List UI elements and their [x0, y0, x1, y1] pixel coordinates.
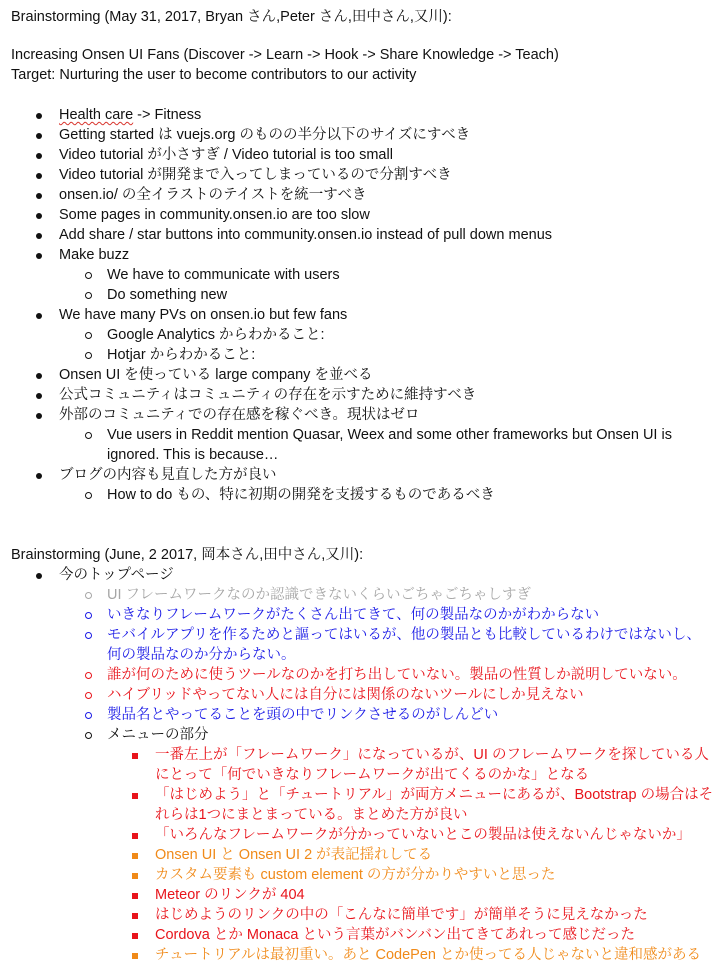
bullet-square-icon: [132, 913, 138, 919]
bullet-disc-icon: [36, 173, 42, 179]
bullet-disc-icon: [36, 393, 42, 399]
bullet-circle-icon: [85, 592, 92, 599]
bullet-disc-icon: [36, 233, 42, 239]
list-item: 「はじめよう」と「チュートリアル」が両方メニューにあるが、Bootstrap の場合はそれらは1つにまとまっている。まとめた方が良い: [0, 785, 727, 825]
bullet-circle-icon: [85, 692, 92, 699]
bullet-square-icon: [132, 853, 138, 859]
bullet-disc-icon: [36, 313, 42, 319]
bullet-disc-icon: [36, 573, 42, 579]
document-page: Brainstorming (May 31, 2017, Bryan さん,Peter さん,田中さん,又川): Increasing Onsen UI Fans (Discover -> Learn -> Hook -> Share Knowledge -> Teach) Target: Nurturing the user to become contributors to our activity Health care -> Fitness Getting started は vuejs.org のものの半分以下のサイズにすべき Video tutorial が小さすぎ / Video tutorial is too small Video tutorial が開発まで入ってしまっているので分割すべき onsen.io/ の全イラストのテイストを統一すべき Some pages in community.onsen.io are too slow Add share / star buttons into community.onsen.io instead of pull down menus Make buzz We have to communicate with users Do something new We have many PVs on onsen.io but few fans Google Analytics からわかること: Hotjar からわかること: Onsen UI を使っている large company を並べる 公式コミュニティはコミュニティの存在を示すために維持すべき 外部のコミュニティでの存在感を稼ぐべき。現状はゼロ Vue users in Reddit mention Quasar, Weex and some other frameworks but Onsen UI is ignored. This is because… ブログの内容も見直した方が良い How to do もの、特に初期の開発を支援するものであるべき Brainstorming (June, 2 2017, 岡本さん,田中さん,又川): 今のトップページ UI フレームワークなのか認識できないくらいごちゃごちゃしすぎ いきなりフレームワークがたくさん出てきて、何の製品なのかがわからない モバイルアプリを作るためと謳ってはいるが、他の製品とも比較しているわけではないし、何の製品なのか分からない。 誰が何のために使うツールなのかを打ち出していない。製品の性質しか説明していない。 ハイブリッドやってない人には自分には関係のないツールにしか見えない 製品名とやってることを頭の中でリンクさせるのがしんどい メニューの部分 一番左上が「フレームワーク」になっているが、UI のフレームワークを探している人にとって「何でいきなりフレームワークが出てくるのかな」となる 「はじめよう」と「チュートリアル」が両方メニューにあるが、Bootstrap の場合はそれらは1つにまとまっている。まとめた方が良い 「いろんなフレームワークが分かっていないとこの製品は使えないんじゃないか」 Onsen UI と Onsen UI 2 が表記揺れしてる カスタム要素も custom element の方が分かりやすいと思った Meteor のリンクが 404 はじめようのリンクの中の「こんなに簡単です」が簡単そうに見えなかった Cordova とか Monaca という言葉がバンバン出てきてあれって感じだった チュートリアルは最初重い。あと CodePen とか使ってる人じゃないと違和感がある: [0, 0, 727, 957]
bullet-square-icon: [132, 753, 138, 759]
section1-title: Brainstorming (May 31, 2017, Bryan さん,Peter さん,田中さん,又川):: [11, 9, 452, 25]
spellcheck-word: Health care: [59, 107, 134, 123]
bullet-circle-icon: [85, 352, 92, 359]
section2-title: Brainstorming (June, 2 2017, 岡本さん,田中さん,又川):: [11, 547, 364, 563]
list-item: 一番左上が「フレームワーク」になっているが、UI のフレームワークを探している人にとって「何でいきなりフレームワークが出てくるのかな」となる: [0, 745, 727, 785]
bullet-disc-icon: [36, 113, 42, 119]
bullet-disc-icon: [36, 133, 42, 139]
section1-goal: Increasing Onsen UI Fans (Discover -> Learn -> Hook -> Share Knowledge -> Teach): [11, 47, 559, 63]
bullet-disc-icon: [36, 213, 42, 219]
bullet-disc-icon: [36, 153, 42, 159]
bullet-circle-icon: [85, 672, 92, 679]
bullet-circle-icon: [85, 432, 92, 439]
bullet-circle-icon: [85, 272, 92, 279]
bullet-circle-icon: [85, 632, 92, 639]
bullet-square-icon: [132, 933, 138, 939]
bullet-square-icon: [132, 833, 138, 839]
bullet-circle-icon: [85, 732, 92, 739]
bullet-disc-icon: [36, 253, 42, 259]
bullet-disc-icon: [36, 473, 42, 479]
bullet-circle-icon: [85, 492, 92, 499]
list-item: Vue users in Reddit mention Quasar, Weex and some other frameworks but Onsen UI is ignored. This is because…: [0, 425, 727, 465]
bullet-circle-icon: [85, 712, 92, 719]
list-item: モバイルアプリを作るためと謳ってはいるが、他の製品とも比較しているわけではないし、何の製品なのか分からない。: [0, 625, 727, 665]
bullet-square-icon: [132, 893, 138, 899]
bullet-circle-icon: [85, 332, 92, 339]
bullet-square-icon: [132, 953, 138, 959]
bullet-square-icon: [132, 793, 138, 799]
bullet-square-icon: [132, 873, 138, 879]
bullet-disc-icon: [36, 373, 42, 379]
section1-target: Target: Nurturing the user to become contributors to our activity: [11, 67, 417, 83]
bullet-circle-icon: [85, 612, 92, 619]
bullet-circle-icon: [85, 292, 92, 299]
bullet-disc-icon: [36, 193, 42, 199]
bullet-disc-icon: [36, 413, 42, 419]
